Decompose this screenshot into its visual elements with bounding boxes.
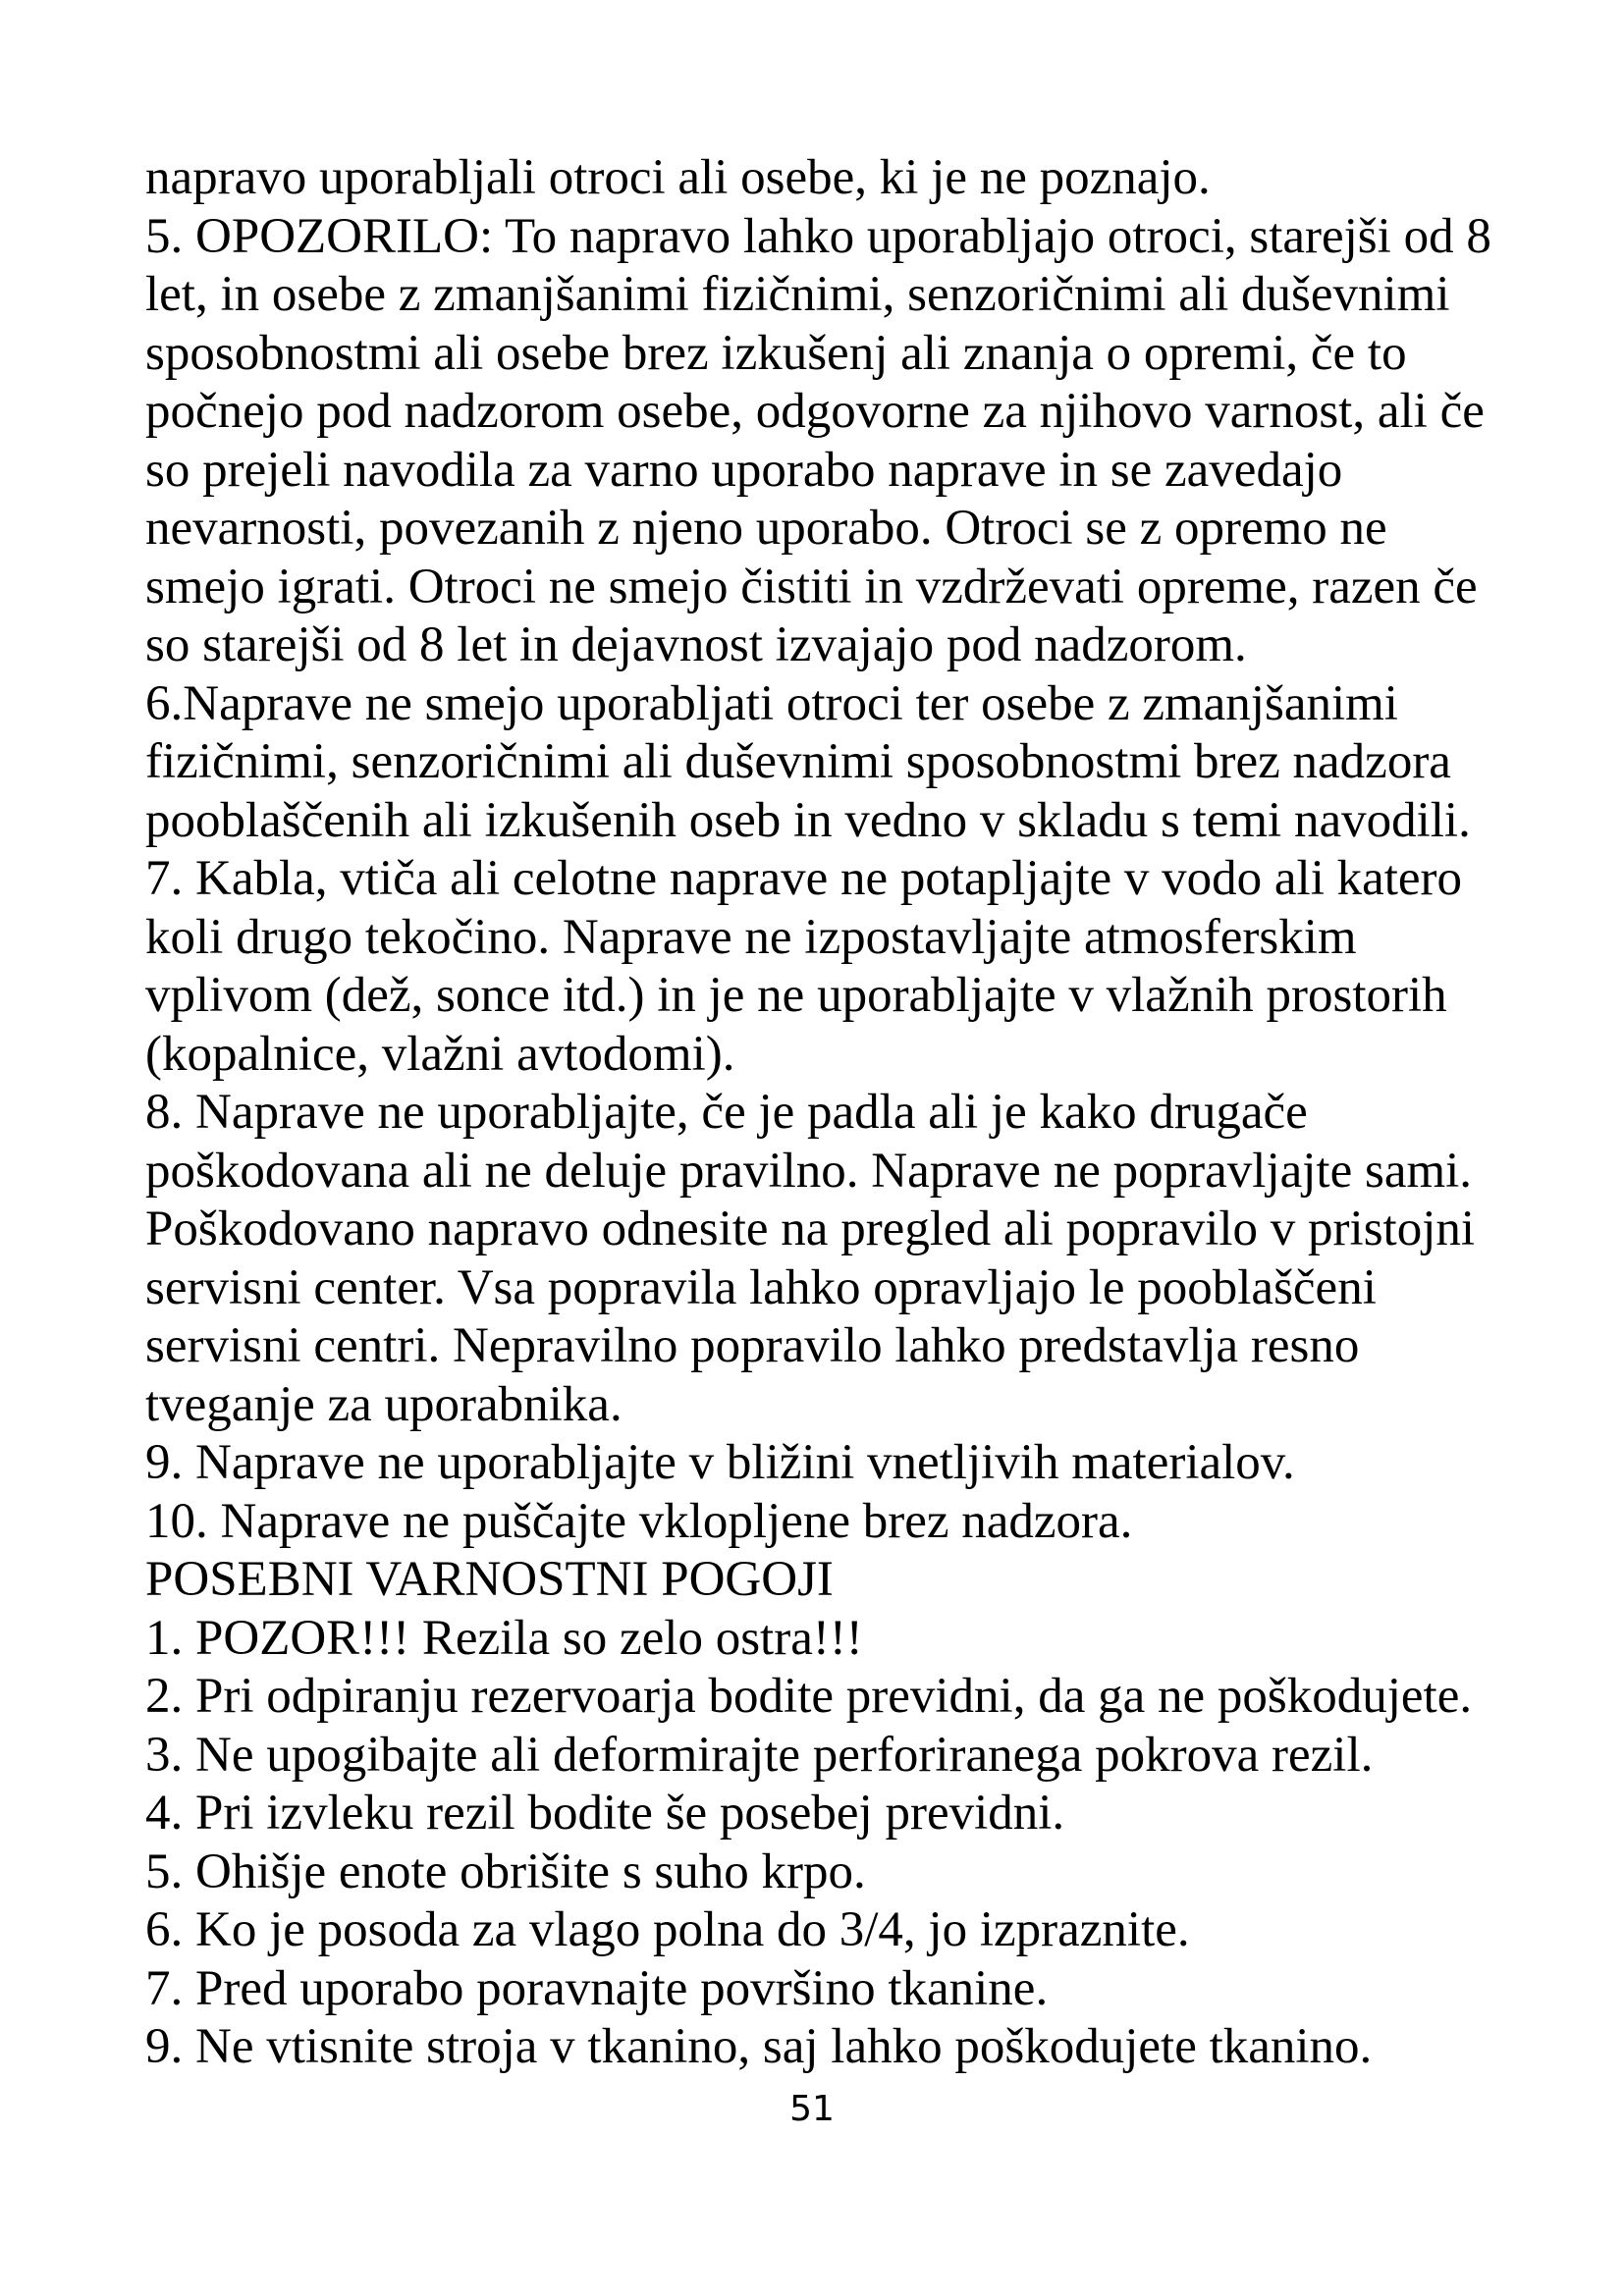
text-line: 4. Pri izvleku rezil bodite še posebej previdni. (145, 1786, 1065, 1841)
text-line: servisni centri. Nepravilno popravilo lahko predstavlja resno (145, 1318, 1360, 1373)
text-line: napravo uporabljali otroci ali osebe, ki je ne poznajo. (145, 150, 1211, 205)
text-line: 7. Pred uporabo poravnajte površino tkanine. (145, 1960, 1049, 2016)
text-line: 8. Naprave ne uporabljajte, če je padla ali je kako drugače (145, 1085, 1308, 1140)
text-line: (kopalnice, vlažni avtodomi). (145, 1026, 735, 1082)
text-line: 6. Ko je posoda za vlago polna do 3/4, jo izpraznite. (145, 1902, 1190, 1957)
text-line: 9. Naprave ne uporabljajte v bližini vnetljivih materialov. (145, 1435, 1295, 1490)
body-text (145, 149, 1500, 2077)
text-line: tveganje za uporabnika. (145, 1376, 623, 1432)
text-line: počnejo pod nadzorom osebe, odgovorne za njihovo varnost, ali če (145, 384, 1485, 439)
text-line: poškodovana ali ne deluje pravilno. Naprave ne popravljajte sami. (145, 1143, 1473, 1199)
text-line: 2. Pri odpiranju rezervoarja bodite previdni, da ga ne poškodujete. (145, 1669, 1473, 1724)
text-line: sposobnostmi ali osebe brez izkušenj ali znanja o opremi, če to (145, 325, 1407, 381)
text-line: 3. Ne upogibajte ali deformirajte perforiranega pokrova rezil. (145, 1727, 1374, 1783)
text-line: 5. Ohišje enote obrišite s suho krpo. (145, 1843, 866, 1899)
text-line: let, in osebe z zmanjšanimi fizičnimi, senzoričnimi ali duševnimi (145, 267, 1450, 322)
text-line: koli drugo tekočino. Naprave ne izpostavljajte atmosferskim (145, 909, 1357, 965)
text-line: 10. Naprave ne puščajte vklopljene brez nadzora. (145, 1493, 1133, 1549)
text-line: nevarnosti, povezanih z njeno uporabo. Otroci se z opremo ne (145, 501, 1387, 556)
text-line: servisni center. Vsa popravila lahko opravljajo le pooblaščeni (145, 1259, 1377, 1315)
text-line: 7. Kabla, vtiča ali celotne naprave ne potapljajte v vodo ali katero (145, 851, 1463, 906)
text-line: smejo igrati. Otroci ne smejo čistiti in vzdrževati opreme, razen če (145, 559, 1478, 614)
text-line: 1. POZOR!!! Rezila so zelo ostra!!! (145, 1610, 863, 1666)
text-line: 9. Ne vtisnite stroja v tkanino, saj lahko poškodujete tkanino. (145, 2019, 1373, 2074)
text-line: 6.Naprave ne smejo uporabljati otroci ter osebe z zmanjšanimi (145, 675, 1398, 731)
section-heading: POSEBNI VARNOSTNI POGOJI (145, 1552, 834, 1607)
text-line: Poškodovano napravo odnesite na pregled ali popravilo v pristojni (145, 1201, 1476, 1256)
text-line: so starejši od 8 let in dejavnost izvajajo pod nadzorom. (145, 617, 1247, 672)
text-line: 5. OPOZORILO: To napravo lahko uporabljajo otroci, starejši od 8 (145, 208, 1491, 264)
text-line: vplivom (dež, sonce itd.) in je ne uporabljajte v vlažnih prostorih (145, 968, 1447, 1023)
text-line: so prejeli navodila za varno uporabo naprave in se zavedajo (145, 442, 1343, 498)
text-line: pooblaščenih ali izkušenih oseb in vedno v skladu s temi navodili. (145, 792, 1471, 848)
page-number: 51 (789, 2089, 835, 2129)
text-line: fizičnimi, senzoričnimi ali duševnimi sposobnostmi brez nadzora (145, 734, 1451, 789)
